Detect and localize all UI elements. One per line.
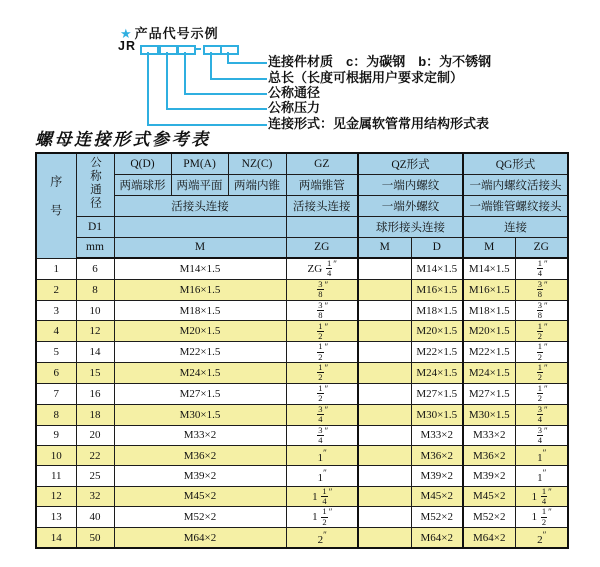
table-row — [36, 404, 568, 425]
header-gz-type: 两端锥管 — [286, 174, 358, 195]
cell-m: M18×1.5 — [114, 300, 286, 321]
header-qz-connection: 球形接头连接 — [358, 216, 463, 237]
cell-qg-m: M20×1.5 — [463, 321, 515, 342]
diagram-label-material: 连接件材质 c：为碳钢 b：为不锈钢 — [268, 54, 492, 69]
cell-qg-m: M33×2 — [463, 425, 515, 446]
cell-qz-d: M24×1.5 — [411, 363, 463, 384]
cell-dn-mm: 25 — [76, 466, 114, 486]
cell-dn-mm: 20 — [76, 425, 114, 446]
cell-m: M30×1.5 — [114, 404, 286, 425]
cell-dn-mm: 12 — [76, 321, 114, 342]
cell-gz-zg: $\frac{3}{8}$ ″ — [286, 279, 358, 300]
cell-m: M39×2 — [114, 466, 286, 486]
cell-qg-zg: $\frac{1}{2}$ ″ — [515, 383, 568, 404]
cell-qg-zg: $\frac{1}{4}$ ″ — [515, 258, 568, 279]
cell-qz-m — [358, 425, 411, 446]
cell-qz-d: M45×2 — [411, 486, 463, 507]
table-row — [36, 363, 568, 384]
cell-gz-zg: $\frac{1}{2}$ ″ — [286, 363, 358, 384]
header-col-qd: Q(D) — [114, 153, 171, 174]
cell-seq: 8 — [36, 404, 76, 425]
header-zg-qg: ZG — [515, 237, 568, 258]
cell-dn-mm: 8 — [76, 279, 114, 300]
cell-gz-zg: 1 $\frac{1}{2}$ ″ — [286, 507, 358, 528]
cell-gz-zg: $\frac{3}{4}$ ″ — [286, 404, 358, 425]
header-pm-type: 两端平面 — [171, 174, 228, 195]
cell-seq: 1 — [36, 258, 76, 279]
cell-dn-mm: 40 — [76, 507, 114, 528]
cell-gz-zg: 2″ — [286, 528, 358, 548]
cell-qz-m — [358, 528, 411, 548]
header-qz-type2: 一端外螺纹 — [358, 195, 463, 216]
cell-dn-mm: 22 — [76, 446, 114, 466]
cell-qz-d: M36×2 — [411, 446, 463, 466]
cell-qz-d: M20×1.5 — [411, 321, 463, 342]
cell-gz-zg: $\frac{3}{4}$ ″ — [286, 425, 358, 446]
table-row — [36, 279, 568, 300]
nut-connection-table — [35, 152, 569, 549]
cell-qg-zg: $\frac{3}{4}$ ″ — [515, 425, 568, 446]
cell-qg-zg: $\frac{3}{4}$ ″ — [515, 404, 568, 425]
header-col-nz: NZ(C) — [228, 153, 286, 174]
table-row — [36, 342, 568, 363]
header-qg-type1: 一端内螺纹活接头 — [463, 174, 568, 195]
cell-dn-mm: 16 — [76, 383, 114, 404]
cell-m: M14×1.5 — [114, 258, 286, 279]
cell-gz-zg: 1 $\frac{1}{4}$ ″ — [286, 486, 358, 507]
cell-qz-d: M39×2 — [411, 466, 463, 486]
table-row — [36, 466, 568, 486]
cell-gz-zg: ZG $\frac{1}{4}$ ″ — [286, 258, 358, 279]
cell-qg-zg: $\frac{3}{8}$ ″ — [515, 300, 568, 321]
header-m-qz: M — [358, 237, 411, 258]
cell-qz-m — [358, 486, 411, 507]
cell-qg-zg: $\frac{1}{2}$ ″ — [515, 342, 568, 363]
cell-qg-m: M64×2 — [463, 528, 515, 548]
cell-qz-d: M33×2 — [411, 425, 463, 446]
table-row — [36, 300, 568, 321]
header-qg-connection: 连接 — [463, 216, 568, 237]
header-d1-blank-gz — [286, 216, 358, 237]
cell-qz-d: M64×2 — [411, 528, 463, 548]
cell-qz-d: M30×1.5 — [411, 404, 463, 425]
table-row — [36, 383, 568, 404]
header-qd-type: 两端球形 — [114, 174, 171, 195]
cell-qg-m: M22×1.5 — [463, 342, 515, 363]
cell-dn-mm: 50 — [76, 528, 114, 548]
header-gz-connection: 活接头连接 — [286, 195, 358, 216]
header-zg-gz: ZG — [286, 237, 358, 258]
cell-qz-m — [358, 279, 411, 300]
cell-qg-zg: $\frac{3}{8}$ ″ — [515, 279, 568, 300]
cell-gz-zg: $\frac{1}{2}$ ″ — [286, 342, 358, 363]
table-row — [36, 321, 568, 342]
cell-qz-d: M27×1.5 — [411, 383, 463, 404]
cell-m: M45×2 — [114, 486, 286, 507]
cell-qz-m — [358, 466, 411, 486]
cell-dn-mm: 15 — [76, 363, 114, 384]
header-col-gz: GZ — [286, 153, 358, 174]
cell-qz-m — [358, 383, 411, 404]
cell-qg-m: M16×1.5 — [463, 279, 515, 300]
cell-qz-d: M16×1.5 — [411, 279, 463, 300]
header-d-qz: D — [411, 237, 463, 258]
diagram-label-pressure: 公称压力 — [268, 100, 321, 115]
table-row — [36, 528, 568, 548]
cell-qg-m: M18×1.5 — [463, 300, 515, 321]
cell-seq: 4 — [36, 321, 76, 342]
cell-qz-m — [358, 258, 411, 279]
cell-seq: 7 — [36, 383, 76, 404]
header-left-connection: 活接头连接 — [114, 195, 286, 216]
cell-gz-zg: $\frac{1}{2}$ ″ — [286, 383, 358, 404]
cell-qg-zg: 1″ — [515, 446, 568, 466]
header-d1: D1 — [76, 216, 114, 237]
header-nz-type: 两端内锥 — [228, 174, 286, 195]
cell-gz-zg: $\frac{1}{2}$ ″ — [286, 321, 358, 342]
cell-seq: 11 — [36, 466, 76, 486]
cell-qz-m — [358, 342, 411, 363]
cell-qg-zg: 1 $\frac{1}{4}$ ″ — [515, 486, 568, 507]
cell-qz-m — [358, 507, 411, 528]
table-row — [36, 446, 568, 466]
cell-seq: 14 — [36, 528, 76, 548]
diagram-label-connection: 连接形式：见金属软管常用结构形式表 — [268, 116, 490, 131]
cell-gz-zg: 1″ — [286, 446, 358, 466]
cell-dn-mm: 14 — [76, 342, 114, 363]
cell-dn-mm: 32 — [76, 486, 114, 507]
cell-seq: 10 — [36, 446, 76, 466]
cell-seq: 2 — [36, 279, 76, 300]
cell-qg-m: M36×2 — [463, 446, 515, 466]
table-row — [36, 507, 568, 528]
cell-qz-d: M14×1.5 — [411, 258, 463, 279]
cell-dn-mm: 18 — [76, 404, 114, 425]
header-mm: mm — [76, 237, 114, 258]
code-separator-dash — [194, 48, 201, 50]
header-seq — [36, 153, 76, 258]
cell-qz-m — [358, 321, 411, 342]
cell-qg-m: M24×1.5 — [463, 363, 515, 384]
diagram-label-length: 总长（长度可根据用户要求定制） — [268, 70, 464, 85]
cell-seq: 9 — [36, 425, 76, 446]
cell-qz-m — [358, 404, 411, 425]
cell-qz-d: M22×1.5 — [411, 342, 463, 363]
header-m-left: M — [114, 237, 286, 258]
cell-m: M27×1.5 — [114, 383, 286, 404]
diagram-heading-text: 产品代号示例 — [134, 26, 219, 41]
header-nominal-diameter-label: 公称通径 — [89, 156, 101, 211]
header-qg-type2: 一端锥管螺纹接头 — [463, 195, 568, 216]
table-row — [36, 425, 568, 446]
code-prefix: JR — [118, 39, 136, 53]
cell-qg-m: M45×2 — [463, 486, 515, 507]
cell-seq: 3 — [36, 300, 76, 321]
table-title: 螺母连接形式参考表 — [35, 130, 211, 149]
cell-qg-m: M27×1.5 — [463, 383, 515, 404]
cell-qg-zg: $\frac{1}{2}$ ″ — [515, 321, 568, 342]
star-icon: ★ — [120, 26, 133, 41]
cell-qz-d: M18×1.5 — [411, 300, 463, 321]
cell-qz-m — [358, 363, 411, 384]
cell-qg-zg: 1″ — [515, 466, 568, 486]
cell-m: M52×2 — [114, 507, 286, 528]
cell-qg-zg: 2″ — [515, 528, 568, 548]
header-d1-blank-left — [114, 216, 286, 237]
cell-qz-d: M52×2 — [411, 507, 463, 528]
cell-qg-m: M14×1.5 — [463, 258, 515, 279]
cell-dn-mm: 6 — [76, 258, 114, 279]
header-seq-label: 序号 — [48, 175, 63, 234]
header-qz-type1: 一端内螺纹 — [358, 174, 463, 195]
cell-qz-m — [358, 300, 411, 321]
cell-dn-mm: 10 — [76, 300, 114, 321]
header-col-pm: PM(A) — [171, 153, 228, 174]
cell-qg-m: M52×2 — [463, 507, 515, 528]
cell-gz-zg: $\frac{3}{8}$ ″ — [286, 300, 358, 321]
connector-line-5 — [147, 52, 267, 126]
cell-m: M22×1.5 — [114, 342, 286, 363]
cell-seq: 13 — [36, 507, 76, 528]
header-nominal-diameter — [76, 153, 114, 216]
cell-m: M36×2 — [114, 446, 286, 466]
diagram-label-diameter: 公称通径 — [268, 85, 321, 100]
cell-m: M20×1.5 — [114, 321, 286, 342]
cell-m: M33×2 — [114, 425, 286, 446]
cell-qz-m — [358, 446, 411, 466]
cell-seq: 6 — [36, 363, 76, 384]
cell-qg-zg: 1 $\frac{1}{2}$ ″ — [515, 507, 568, 528]
table-body — [36, 258, 568, 548]
cell-seq: 5 — [36, 342, 76, 363]
header-col-qz: QZ形式 — [358, 153, 463, 174]
header-m-qg: M — [463, 237, 515, 258]
cell-qg-m: M39×2 — [463, 466, 515, 486]
table-row — [36, 486, 568, 507]
cell-qg-m: M30×1.5 — [463, 404, 515, 425]
cell-m: M24×1.5 — [114, 363, 286, 384]
cell-qg-zg: $\frac{1}{2}$ ″ — [515, 363, 568, 384]
cell-m: M64×2 — [114, 528, 286, 548]
table-row — [36, 258, 568, 279]
header-col-qg: QG形式 — [463, 153, 568, 174]
cell-gz-zg: 1″ — [286, 466, 358, 486]
cell-seq: 12 — [36, 486, 76, 507]
cell-m: M16×1.5 — [114, 279, 286, 300]
